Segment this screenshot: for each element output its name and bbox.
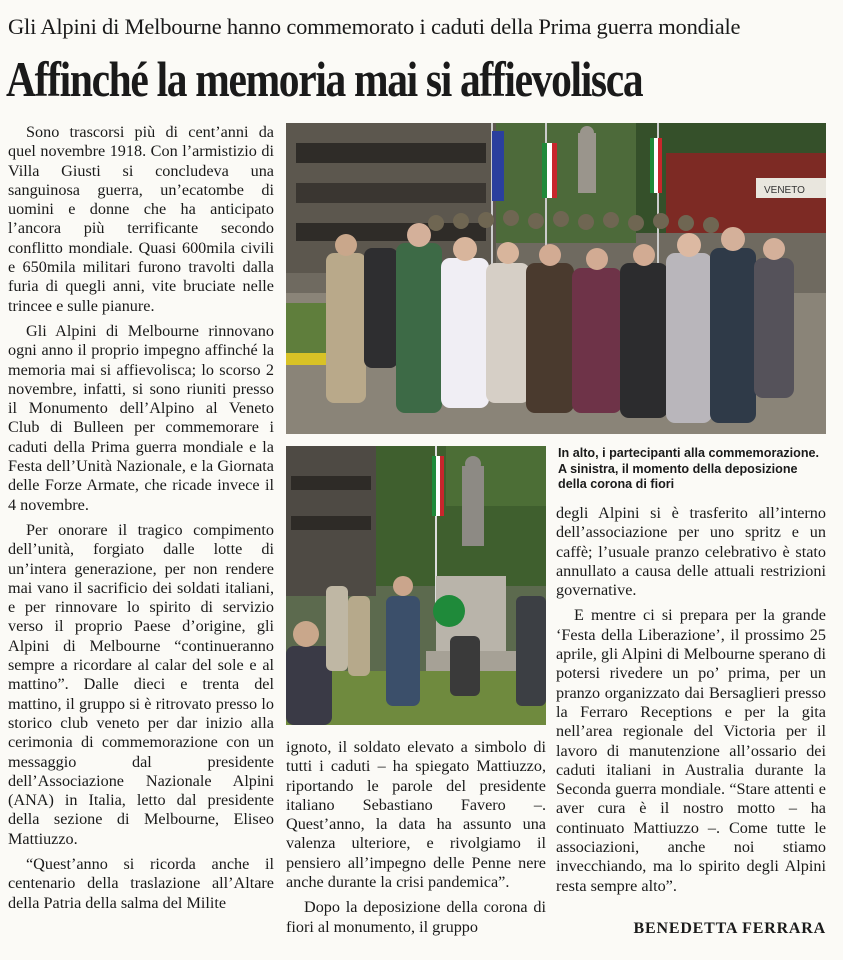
paragraph-7: degli Alpini si è trasferito all’interno dell’associazione per uno spritz e un caffè; l’usuale pranzo celebrativo è stato annullato a causa delle attuali restrizioni governative. <box>556 504 826 600</box>
paragraph-2: Gli Alpini di Melbourne rinnovano ogni anno il proprio impegno affinché la memoria mai si affievolisca; lo scorso 2 novembre, infatti, si sono riuniti presso il Monumento dell’Alpino al Veneto Club di Bulleen per commemorare i caduti della Prima guerra mondiale e la Festa dell’Unità Nazionale, e la Giornata delle Forze Armate, che ricade invece il 4 novembre. <box>8 321 274 514</box>
article-column-2 <box>286 738 546 943</box>
paragraph-5: ignoto, il soldato elevato a simbolo di tutti i caduti – ha spiegato Mattiuzzo, riportando le parole del presidente italiano Sebastiano Favero –. Quest’anno, la data ha assunto una valenza ulteriore, e rivolgiamo il pensiero all’impegno delle Penne nere anche durante la crisi pandemica”. <box>286 738 546 892</box>
paragraph-8: E mentre ci si prepara per la grande ‘Festa della Liberazione’, il prossimo 25 aprile, gli Alpini di Melbourne sperano di potersi rivedere un po’ prima, per un pranzo organizzato dai Bersaglieri presso la Ferraro Receptions e per la gita nell’area regionale del Victoria per il lavoro di manutenzione all’ossario dei caduti italiani in Australia durante la Seconda guerra mondiale. “Stare attenti e aver cura è il nostro motto – ha continuato Mattiuzzo –. Come tutte le associazioni, anche noi stiamo invecchiando, ma lo spirito degli Alpini resta sempre alto”. <box>556 606 826 895</box>
paragraph-6: Dopo la deposizione della corona di fiori al monumento, il gruppo <box>286 898 546 936</box>
kicker: Gli Alpini di Melbourne hanno commemorato i caduti della Prima guerra mondiale <box>8 14 741 39</box>
byline: BENEDETTA FERRARA <box>633 920 826 937</box>
photo-wreath-laying <box>286 446 546 725</box>
article-column-3 <box>556 504 826 902</box>
headline: Affinché la memoria mai si affievolisca <box>6 51 643 107</box>
paragraph-1: Sono trascorsi più di cent’anni da quel novembre 1918. Con l’armistizio di Villa Giusti si concludeva una sanguinosa guerra, un’ecatombe di uomini e donne che ha anticipato l’ancora più terrificante secondo conflitto mondiale. Quasi 600mila civili e 650mila militari furono travolti dalla furia di quegli anni, vite bruciate nelle trincee e sulle pianure. <box>8 123 274 315</box>
article-column-1 <box>8 123 274 919</box>
photo-caption: In alto, i partecipanti alla commemorazione. A sinistra, il momento della deposizione della corona di fiori <box>558 446 820 491</box>
paragraph-4: “Quest’anno si ricorda anche il centenario della traslazione all’Altare della Patria della salma del Milite <box>8 854 274 912</box>
paragraph-3: Per onorare il tragico compimento dell’unità, forgiato dalle lotte di un’intera generazione, per non rendere mai vano il sacrificio dei soldati italiani, e per rinnovare lo spirito di servizio verso il proprio Paese d’origine, gli Alpini di Melbourne “continueranno sempre a ricordare al calar del sole e al mattino”. Dalle dieci e trenta del mattino, il gruppo si è ritrovato presso lo storico club veneto per dar inizio alla cerimonia di commemorazione con un messaggio dal presidente dell’Associazione Nazionale Alpini (ANA) in Italia, letto dal presidente della sezione di Melbourne, Eliseo Mattiuzzo. <box>8 520 274 848</box>
photo-sign: VENETO <box>764 185 805 196</box>
photo-participants <box>286 123 826 434</box>
